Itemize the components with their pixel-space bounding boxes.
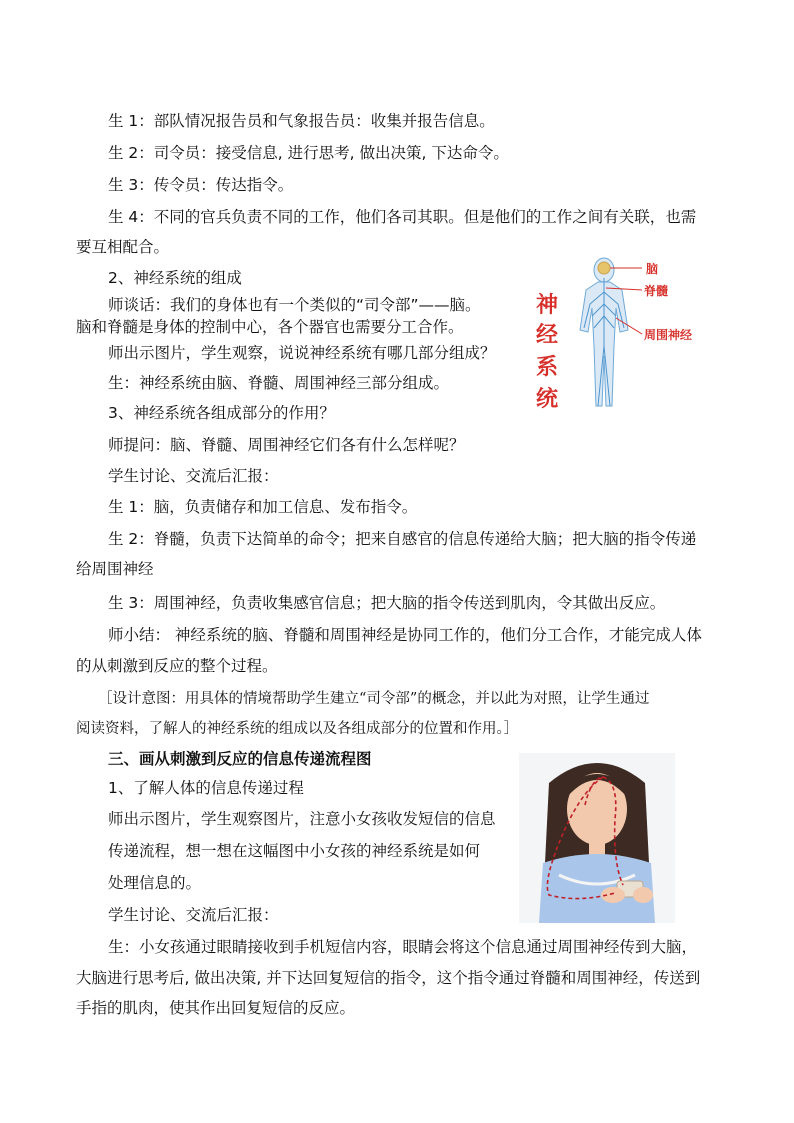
student-2-line: 生 2：司令员：接受信息, 进行思考, 做出决策, 下达命令。	[108, 144, 509, 162]
teacher-question-line: 师提问：脑、脊髓、周围神经它们各有什么怎样呢？	[108, 436, 465, 454]
figure-title-char-2: 经	[536, 323, 559, 348]
report-2-line-cont: 给周围神经	[76, 560, 154, 578]
student-4-line: 生 4：不同的官兵负责不同的工作，他们各司其职。但是他们的工作之间有关联，也需	[108, 208, 697, 226]
teacher-talk-line-cont: 脑和脊髓是身体的控制中心，各个器官也需要分工合作。	[76, 318, 464, 336]
summary-line-cont: 的从刺激到反应的整个过程。	[76, 657, 278, 675]
teacher-picture-line: 师出示图片，学生观察图片，注意小女孩收发短信的信息	[108, 810, 496, 828]
figure-title-char-1: 神	[536, 293, 559, 318]
final-answer-line-2: 大脑进行思考后, 做出决策, 并下达回复短信的指令，这个指令通过脊髓和周围神经，传送到	[76, 969, 701, 987]
student-1-line: 生 1：部队情况报告员和气象报告员：收集并报告信息。	[108, 112, 495, 130]
heading-composition: 2、神经系统的组成	[108, 269, 242, 287]
nervous-system-figure	[536, 256, 706, 416]
label-brain: 脑	[646, 262, 659, 276]
final-answer-line: 生：小女孩通过眼睛接收到手机短信内容，眼睛会将这个信息通过周围神经传到大脑，	[108, 938, 698, 956]
process-heading: 1、了解人体的信息传递过程	[108, 779, 304, 797]
design-intent-line-cont: 阅读资料，了解人的神经系统的组成以及各组成部分的位置和作用。］	[76, 721, 519, 737]
teacher-picture-line-3: 处理信息的。	[108, 874, 202, 892]
final-answer-line-3: 手指的肌肉，使其作出回复短信的反应。	[76, 999, 356, 1017]
report-2-line: 生 2：脊髓，负责下达简单的命令；把来自感官的信息传递给大脑；把大脑的指令传递	[108, 530, 697, 548]
teacher-show-line: 师出示图片，学生观察，说说神经系统有哪几部分组成？	[108, 344, 496, 362]
student-answer-line: 生：神经系统由脑、脊髓、周围神经三部分组成。	[108, 374, 450, 392]
label-peripheral-nerves: 周围神经	[644, 328, 693, 342]
label-spinal-cord: 脊髓	[644, 284, 669, 298]
discussion-line: 学生讨论、交流后汇报：	[108, 467, 279, 485]
figure-title-char-3: 系	[536, 355, 559, 380]
girl-texting-photo	[519, 753, 675, 923]
student-3-line: 生 3：传令员：传达指令。	[108, 176, 294, 194]
report-1-line: 生 1：脑，负责储存和加工信息、发布指令。	[108, 498, 418, 516]
figure-title-char-4: 统	[536, 387, 559, 412]
section-three-heading: 三、画从刺激到反应的信息传递流程图	[108, 750, 372, 768]
heading-functions: 3、神经系统各组成部分的作用？	[108, 404, 335, 422]
report-3-line: 生 3：周围神经，负责收集感官信息；把大脑的指令传送到肌肉，令其做出反应。	[108, 594, 666, 612]
summary-line: 师小结： 神经系统的脑、脊髓和周围神经是协同工作的，他们分工合作，才能完成人体	[108, 626, 702, 644]
teacher-picture-line-2: 传递流程，想一想在这幅图中小女孩的神经系统是如何	[108, 842, 481, 860]
teacher-talk-line: 师谈话：我们的身体也有一个类似的“司令部”——脑。	[108, 296, 481, 314]
discussion-line-2: 学生讨论、交流后汇报：	[108, 906, 279, 924]
girl-texting-illustration	[519, 753, 675, 923]
student-4-line-cont: 要互相配合。	[76, 238, 170, 256]
design-intent-line: ［设计意图：用具体的情境帮助学生建立“司令部”的概念，并以此为对照，让学生通过	[98, 691, 650, 707]
